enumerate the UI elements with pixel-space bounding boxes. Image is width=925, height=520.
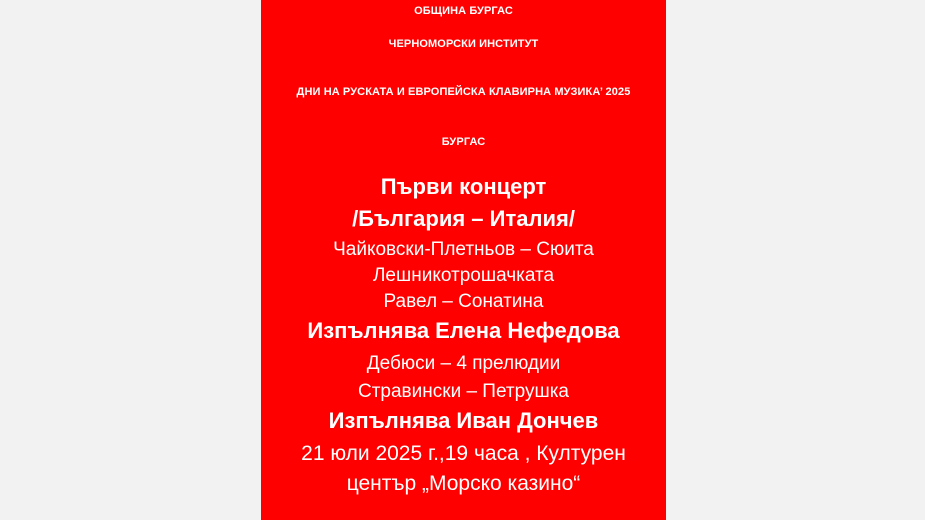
date-time: 21 юли 2025 г.,19 часа , Културен bbox=[301, 442, 626, 465]
concert-subtitle: /България – Италия/ bbox=[352, 206, 575, 231]
concert-title: Първи концерт bbox=[380, 174, 547, 199]
header-institute: ЧЕРНОМОРСКИ ИНСТИТУТ bbox=[388, 38, 539, 50]
header-municipality: ОБЩИНА БУРГАС bbox=[414, 5, 513, 17]
program-item: Лешникотрошачката bbox=[372, 265, 555, 286]
performer-2: Изпълнява Иван Дончев bbox=[328, 408, 599, 433]
program-item: Чайковски-Плетньов – Сюита bbox=[333, 239, 594, 260]
header-city: БУРГАС bbox=[441, 136, 486, 148]
concert-poster bbox=[261, 0, 666, 520]
program-item: Дебюси – 4 прелюдии bbox=[366, 353, 561, 374]
program-item: Равел – Сонатина bbox=[383, 291, 544, 312]
venue: център „Морско казино“ bbox=[346, 472, 581, 495]
performer-1: Изпълнява Елена Нефедова bbox=[307, 318, 620, 343]
header-festival: ДНИ НА РУСКАТА И ЕВРОПЕЙСКА КЛАВИРНА МУЗИКА’ 2025 bbox=[296, 86, 631, 98]
program-item: Стравински – Петрушка bbox=[358, 381, 569, 402]
